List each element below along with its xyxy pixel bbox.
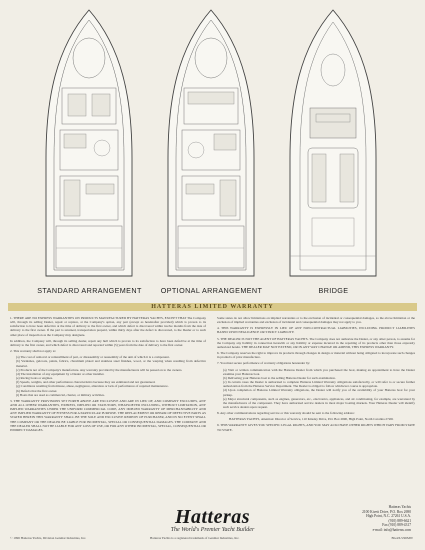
caption-optional-arrangement: OPTIONAL ARRANGEMENT (160, 286, 263, 295)
warranty-subclause: (b) Delivering your Hatteras boat to the selling Hatteras Dealer for such examination. (223, 375, 336, 380)
company-address (362, 505, 411, 533)
warranty-subclause: (e) Major structural components, such as engines, generators, etc., electronics, appliances, and air conditioning, for example, are warranted by the manufacturers of the component. They have authorized service dealers in most major boating markets. Your Hatteras Dealer will identify such service dealers upon request. (223, 396, 415, 409)
warranty-banner (8, 303, 417, 311)
warranty-subclause: (c) In certain cases the Dealer is authorized to complete Hatteras Limited Warranty obligations satisfactorily, or will refer to or secure further authorization from the Hatteras Service Department. The Dealer is obliged to follow whichever course is appropriate. (223, 380, 415, 389)
warranty-clause: 9. THIS WARRANTY GIVES YOU SPECIFIC LEGAL RIGHTS, AND YOU MAY ALSO HAVE OTHER RIGHTS WHICH VARY FROM STATE TO STATE. (217, 423, 415, 432)
bridge-plan (286, 8, 381, 280)
warranty-clause: In addition, the Company will, through its selling dealer, repair any hull which is proven to its satisfaction to have been defective at the time of delivery to the first owner, and which defect is discovered and reported within (5) years from the date of delivery to the first owner. (10, 338, 206, 347)
warranty-clause: 3. THE WARRANTY PROVISIONS SET FORTH ABOVE ARE EXCLUSIVE AND ARE IN LIEU OF, AND COMPANY EXCLUDES, ANY AND ALL OTHER WARRANTIES, EXPRESS, IMPLIED OR STATUTORY, WHATSOEVER INCLUDING, WITHOUT LIMITATION, ANY IMPLIED WARRANTIES UNDER THE UNIFORM COMMERCIAL CODE, ANY IMPLIED WARRANTY OF MERCHANTABILITY AND ANY IMPLIED WARRANTY OF FITNESS FOR A PARTICULAR PURPOSE. THE REPLACEMENT OR REPAIR OF DEFECTIVE PARTS AS STATED HEREIN THIS WARRANTY SHALL BE THE SOLE AND EXCLUSIVE REMEDY OF PURCHASER, AND IN NO EVENT SHALL THE COMPANY OR THE DEALER BE LIABLE FOR INCIDENTAL, SPECIAL OR CONSEQUENTIAL DAMAGES. THE COMPANY AND THE DEALER SHALL NOT BE LIABLE FOR ANY LOSS OF USE, OR FOR ANY OTHER INCIDENTAL, SPECIAL, CONSEQUENTIAL OR INDIRECT DAMAGES. (10, 398, 206, 432)
warranty-subclause: (i) Boats that are used as commercial, charter, or military activities. (16, 392, 105, 397)
address-line: Fax (910) 889-4317 (382, 523, 411, 528)
address-line: (910) 889-6621 (388, 518, 411, 523)
footer-code: BG4/6.5/96MW (391, 536, 413, 540)
address-line: Hatteras Yachts (388, 505, 411, 509)
warranty-right-column (217, 316, 415, 434)
warranty-subclause: (f) Speeds, weights, and other performance characteristics because they are estimated and not guaranteed. (16, 380, 156, 385)
optional-arrangement-plan (164, 8, 259, 280)
warranty-subclause: (h) Defects that the first owner. (16, 388, 58, 393)
address-line: 2100 Kivett Drive, P.O. Box 2690 (362, 509, 411, 514)
footer-trademark: Hatteras Yachts is a registered trademark of Genmar Industries, Inc. (150, 536, 240, 540)
warranty-subclause: (b) Varnishes, gelcoats, paints, fabrics, chromium plated and stainless steel finishes, wood, or the warping when resulting from defective material. (16, 359, 206, 368)
warranty-subclause: (e) Racing boats or engines. (16, 376, 53, 381)
warranty-title: HATTERAS LIMITED WARRANTY (151, 304, 274, 310)
warranty-clause: 5. THE DEALER IS NOT THE AGENT OF HATTERAS YACHTS. The Company does not authorize the Dealer, or any other person, to assume for the Company any liability in connection herewith or any liability or expense incurred in the repairing of its products other than those expressly authorized herein. THE DEALER MAY NOT EXTEND, OR IN ANY WAY CHANGE OR AMEND, THIS EXPRESS WARRANTY. (217, 336, 415, 349)
caption-standard-arrangement: STANDARD ARRANGEMENT (37, 286, 142, 295)
warranty-subclause: (a) Visit or written communication with the Hatteras Dealer from which you purchased the boat, making an appointment to have the Dealer examine your Hatteras boat. (223, 367, 415, 376)
footer-copyright: © 1996 Hatteras Yachts, Division Genmar Industries, Inc. (10, 536, 87, 540)
warranty-subclause: (d) Upon completion of Hatteras Limited Warranty obligations, the Dealer will notify you of the availability of your Hatteras boat for your pickup. (223, 388, 415, 397)
warranty-clause: Some states do not allow limitations on implied warranties or to the exclusion of incidental or consequential damages, so the above limitation or the exclusion of implied warranties and exclusion of incidental and consequential damages may not apply to you. (217, 316, 415, 325)
warranty-subclause: (c) Products not of the Company's manufacture. Any warranty provided by the manufacturers will be passed on to the owners. (16, 367, 183, 372)
warranty-clause: 2. This warranty shall not apply to: (10, 349, 57, 354)
caption-bridge: BRIDGE (318, 286, 349, 295)
warranty-clause: 6. The Company reserves the right to improve its products through changes in design or material without being obligated to incorporate such changes in products of prior manufacture. (217, 351, 415, 360)
warranty-clause: 4. THIS WARRANTY IS EXPRESSLY IN LIEU OF ANY NON-CONTRACTUAL LIABILITIES, INCLUDING PRODUCT LIABILITIES BASED UPON NEGLIGENCE OR STRICT LIABILITY. (217, 326, 415, 335)
warranty-clause: 8. Any other communications regarding service or this warranty should be sent to the following address: (217, 411, 355, 416)
warranty-clause: 7. You must secure performance of warranty obligations hereunder by: (217, 361, 311, 366)
warranty-subclause: (d) The installation of any equipment by a Dealer or other installer. (16, 371, 105, 376)
warranty-subclause: (a) The cost of removal or reinstallment of part, or disassembly or reassembly of the unit of which it is a component. (16, 355, 170, 360)
warranty-left-column (10, 316, 206, 434)
warranty-subclause: (g) Conditions resulting from misuse, abuse, negligence, alteration or lack of performance of required maintenance. (16, 384, 169, 389)
warranty-clause: 1. THERE ARE NO EXPRESS WARRANTIES ON PRODUCTS MANUFACTURED BY HATTERAS YACHTS, EXCEPT THAT The Company will, through its selling Dealer, repair or replace, at the Company's option, any part (except as hereinafter provided) which is proven to its satisfaction to have been defective at the time of delivery to the first owner, and which defect is discovered within twelve months from the date of delivery to the first owner. If the part is returned, transportation prepaid, within thirty days after the defect is discovered, to the Dealer or to such other place of inspection as the Company may designate. (10, 316, 206, 337)
address-line: High Point, N.C. 27261 U.S.A. (366, 514, 411, 519)
standard-arrangement-plan (42, 8, 137, 280)
brand-name: Hatteras (174, 506, 251, 528)
address-line: e-mail: info@hatteras.com (372, 527, 411, 532)
brand-tagline: The World's Premier Yacht Builder (170, 527, 255, 533)
service-address: HATTERAS YACHTS, Attention: Director of Service, 110 Kinsley Drive, P.O. Box 2690, High Point, North Carolina 27261 (229, 417, 394, 422)
